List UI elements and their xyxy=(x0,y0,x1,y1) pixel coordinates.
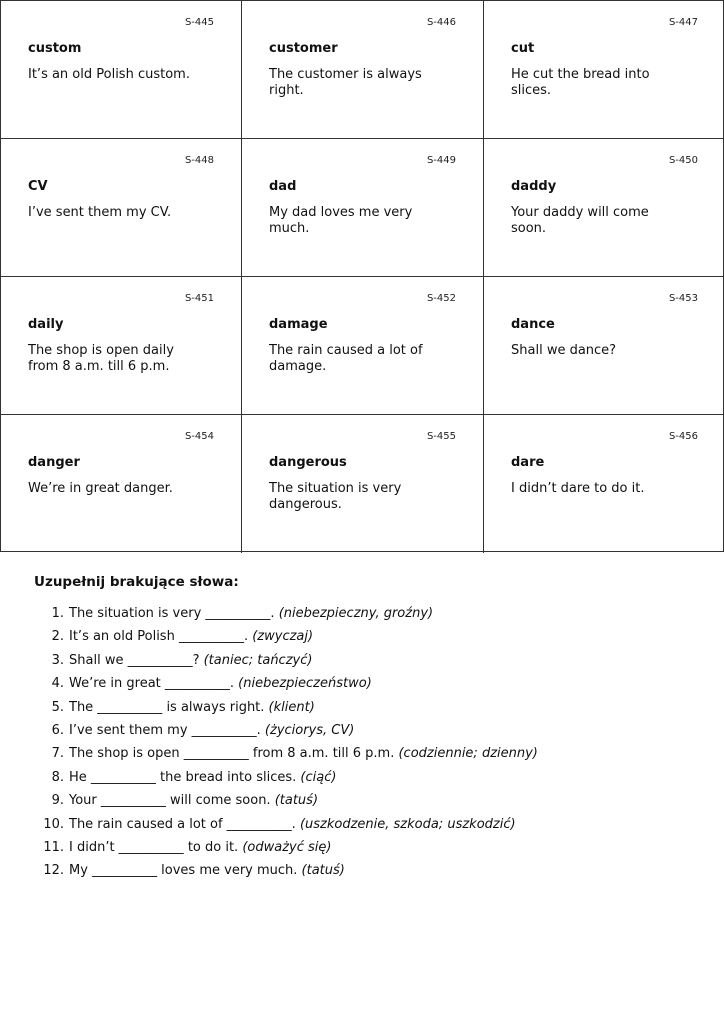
exercise-item xyxy=(34,746,694,769)
card-word: custom xyxy=(28,41,82,56)
item-text: My __________ loves me very much. xyxy=(69,863,302,879)
item-hint: (klient) xyxy=(268,699,315,715)
flashcard xyxy=(484,1,724,139)
item-number: 5. xyxy=(51,699,64,715)
card-sentence: We’re in great danger. xyxy=(28,481,173,496)
card-word: daddy xyxy=(511,179,557,194)
exercise-item xyxy=(34,770,694,793)
flashcard xyxy=(484,277,724,415)
flashcard xyxy=(242,139,484,277)
card-code: S-449 xyxy=(426,155,456,166)
flashcard xyxy=(1,139,242,277)
card-code: S-445 xyxy=(184,17,214,28)
item-text: I’ve sent them my __________. xyxy=(69,722,265,738)
card-code: S-455 xyxy=(426,431,456,442)
card-word: dangerous xyxy=(269,455,347,470)
card-word: damage xyxy=(269,317,328,332)
card-word: dare xyxy=(511,455,545,470)
card-sentence: I’ve sent them my CV. xyxy=(28,205,172,220)
exercise-item xyxy=(34,629,694,652)
exercise-item xyxy=(34,817,694,840)
flashcard xyxy=(484,139,724,277)
card-word: daily xyxy=(28,317,64,332)
card-word: customer xyxy=(269,41,338,56)
card-code: S-450 xyxy=(668,155,698,166)
item-text: The shop is open __________ from 8 a.m. till 6 p.m. xyxy=(69,746,399,762)
flashcard xyxy=(1,277,242,415)
item-number: 7. xyxy=(51,746,64,762)
exercise-item xyxy=(34,723,694,746)
item-text: We’re in great __________. xyxy=(69,676,239,692)
item-hint: (ciąć) xyxy=(300,769,337,785)
item-number: 3. xyxy=(51,652,64,668)
card-sentence: Your daddy will come soon. xyxy=(511,205,649,236)
card-word: dad xyxy=(269,179,297,194)
item-hint: (taniec; tańczyć) xyxy=(203,652,313,668)
card-sentence: The customer is always right. xyxy=(269,67,422,98)
item-text: I didn’t __________ to do it. xyxy=(69,839,243,855)
item-number: 1. xyxy=(51,606,64,621)
flashcard xyxy=(1,415,242,553)
exercise-item xyxy=(34,793,694,816)
item-text: Shall we __________? xyxy=(69,652,204,668)
exercise-list xyxy=(34,606,694,887)
exercise-item xyxy=(34,700,694,723)
exercise-item xyxy=(34,840,694,863)
card-code: S-452 xyxy=(426,293,456,304)
item-number: 11. xyxy=(43,839,64,855)
item-number: 2. xyxy=(51,629,64,645)
card-code: S-456 xyxy=(668,431,698,442)
card-sentence: My dad loves me very much. xyxy=(269,205,413,236)
card-word: danger xyxy=(28,455,80,470)
item-hint: (tatuś) xyxy=(301,863,345,879)
item-hint: (niebezpieczeństwo) xyxy=(238,676,372,692)
exercise-item xyxy=(34,863,694,886)
exercise-item xyxy=(34,676,694,699)
card-code: S-453 xyxy=(668,293,698,304)
fill-in-exercise xyxy=(34,574,694,887)
item-text: The situation is very __________. xyxy=(69,606,279,621)
flashcard xyxy=(242,415,484,553)
item-hint: (uszkodzenie, szkoda; uszkodzić) xyxy=(299,816,516,832)
item-hint: (codziennie; dzienny) xyxy=(398,746,538,762)
item-number: 4. xyxy=(51,676,64,692)
item-hint: (niebezpieczny, groźny) xyxy=(278,606,434,621)
item-number: 12. xyxy=(43,863,64,879)
item-text: Your __________ will come soon. xyxy=(69,793,275,809)
card-sentence: I didn’t dare to do it. xyxy=(511,481,645,496)
card-sentence: Shall we dance? xyxy=(511,343,617,358)
exercise-title: Uzupełnij brakujące słowa: xyxy=(34,574,239,590)
item-number: 10. xyxy=(43,816,64,832)
item-number: 9. xyxy=(51,793,64,809)
card-sentence: The shop is open daily from 8 a.m. till 6 p.m. xyxy=(28,343,174,374)
item-number: 6. xyxy=(51,722,64,738)
item-hint: (życiorys, CV) xyxy=(264,722,355,738)
card-code: S-448 xyxy=(184,155,214,166)
flashcard xyxy=(484,415,724,553)
card-word: cut xyxy=(511,41,535,56)
item-hint: (odważyć się) xyxy=(242,839,332,855)
item-text: The __________ is always right. xyxy=(69,699,269,715)
card-word: CV xyxy=(28,179,48,194)
item-text: It’s an old Polish __________. xyxy=(69,629,253,645)
card-code: S-447 xyxy=(668,17,698,28)
card-sentence: He cut the bread into slices. xyxy=(511,67,650,98)
card-sentence: The rain caused a lot of damage. xyxy=(269,343,423,374)
card-code: S-451 xyxy=(184,293,214,304)
item-text: The rain caused a lot of __________. xyxy=(69,816,300,832)
item-number: 8. xyxy=(51,769,64,785)
exercise-item xyxy=(34,606,694,629)
item-hint: (tatuś) xyxy=(274,793,319,809)
card-code: S-454 xyxy=(184,431,214,442)
card-sentence: It’s an old Polish custom. xyxy=(28,67,190,82)
flashcard xyxy=(242,277,484,415)
exercise-item xyxy=(34,653,694,676)
card-code: S-446 xyxy=(426,17,456,28)
item-hint: (zwyczaj) xyxy=(252,629,314,645)
card-word: dance xyxy=(511,317,555,332)
item-text: He __________ the bread into slices. xyxy=(69,769,301,785)
flashcard xyxy=(1,1,242,139)
card-sentence: The situation is very dangerous. xyxy=(269,481,402,512)
flashcard xyxy=(242,1,484,139)
